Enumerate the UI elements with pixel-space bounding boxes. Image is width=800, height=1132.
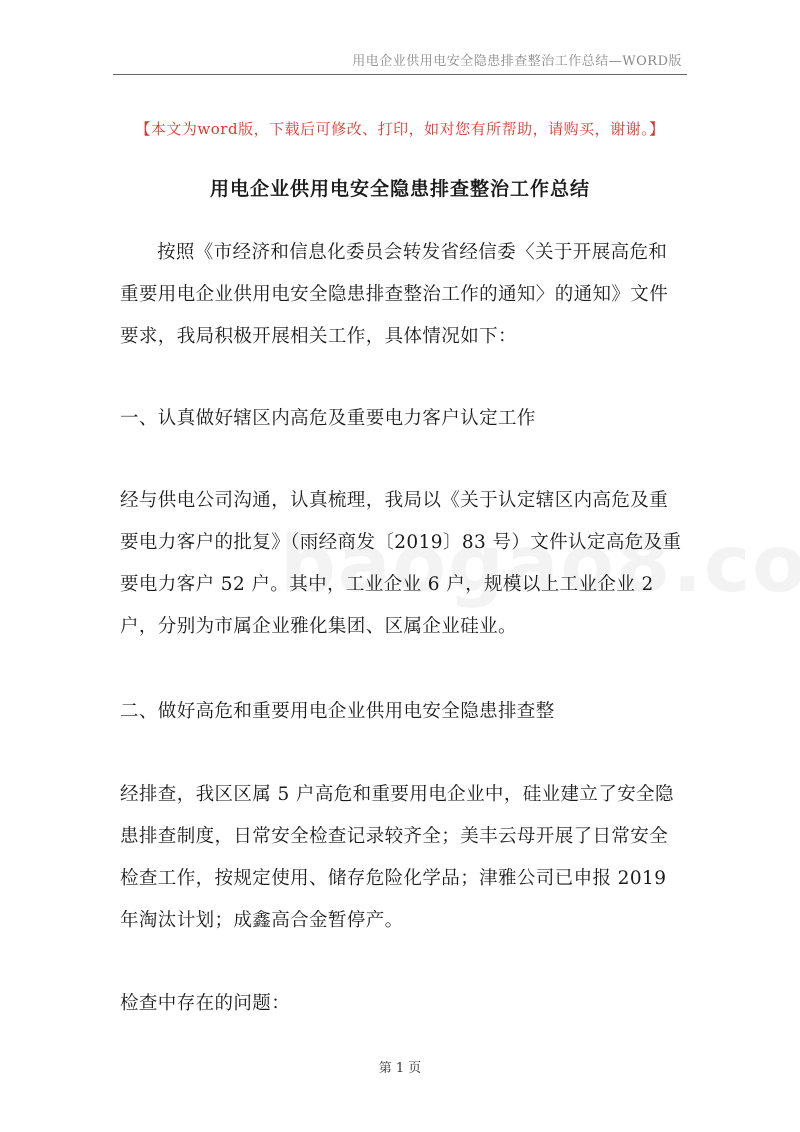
page-number: 第 1 页 bbox=[378, 1061, 422, 1076]
intro-paragraph: 按照《市经济和信息化委员会转发省经信委〈关于开展高危和重要用电企业供用电安全隐患排查整治工作的通知〉的通知》文件要求，我局积极开展相关工作，具体情况如下： bbox=[120, 242, 669, 347]
watermark bbox=[280, 520, 800, 610]
running-header: 用电企业供用电安全隐患排查整治工作总结—WORD版 bbox=[352, 54, 682, 69]
document-title: 用电企业供用电安全隐患排查整治工作总结 bbox=[209, 178, 590, 200]
section-1-heading: 一、认真做好辖区内高危及重要电力客户认定工作 bbox=[120, 408, 536, 429]
header-divider bbox=[113, 74, 687, 75]
purchase-notice: 【本文为word版，下载后可修改、打印，如对您有所帮助，请购买，谢谢。】 bbox=[135, 120, 665, 138]
issues-heading: 检查中存在的问题： bbox=[120, 993, 291, 1014]
section-2-body: 经排查，我区区属 5 户高危和重要用电企业中，硅业建立了安全隐患排查制度，日常安全检查记录较齐全；美丰云母开展了日常安全检查工作，按规定使用、储存危险化学品；津雅公司已申报 2019 年淘汰计划；成鑫高合金暂停产。 bbox=[120, 784, 674, 931]
section-1-body: 经与供电公司沟通，认真梳理，我局以《关于认定辖区内高危及重要电力客户的批复》（雨经商发〔2019〕83 号）文件认定高危及重要电力客户 52 户。其中，工业企业 6 户，规模以上工业企业 2 户，分别为市属企业雅化集团、区属企业硅业。 bbox=[120, 490, 682, 637]
section-2-heading: 二、做好高危和重要用电企业供用电安全隐患排查整 bbox=[120, 701, 555, 722]
